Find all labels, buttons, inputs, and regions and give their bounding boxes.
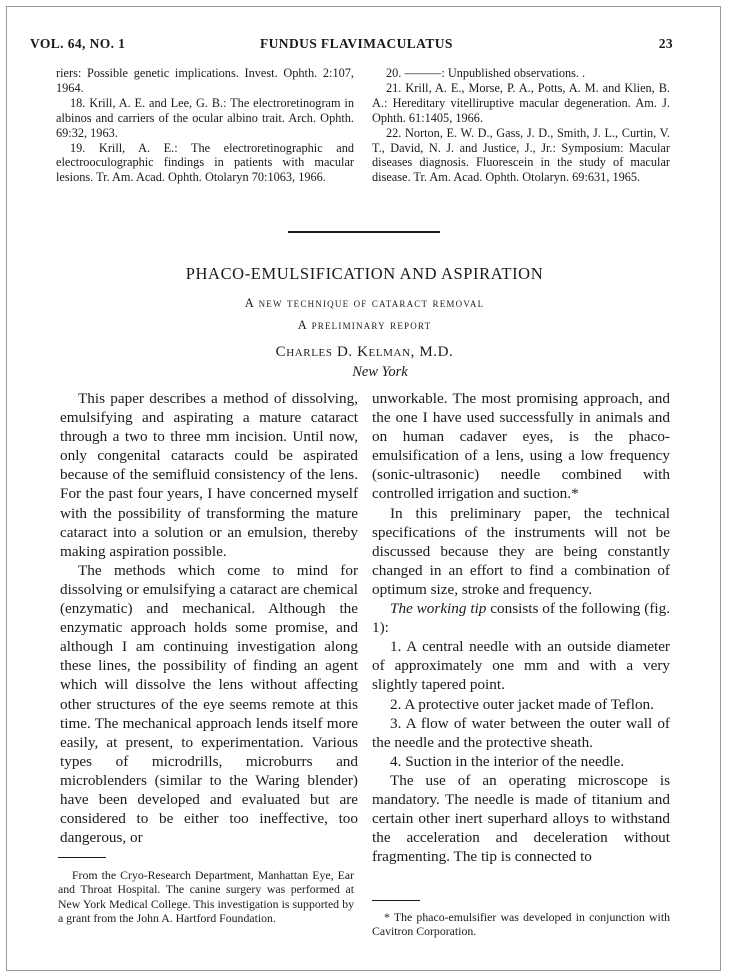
- author-location: New York: [352, 364, 408, 380]
- reference-item: 20. ———: Unpublished observations. .: [386, 66, 586, 80]
- author-name: Charles D. Kelman, M.D.: [275, 344, 454, 360]
- page-number: 23: [658, 36, 673, 51]
- working-tip-label: The working tip: [390, 600, 487, 618]
- body-paragraph: The methods which come to mind for dissolving or emulsifying a cataract are chemical (enzymatic) and mechanical. Although the enzymatic approach holds some promise, and although I am continuing investigation along these lines, the possibility of finding an agent which will dissolve the lens without affecting other structures of the eye seems remote at this time. The mechanical approach lends itself more easily, at present, to experimentation. Various types of microdrills, microburrs and microblenders (similar to the Waring blender) have been developed and evaluated but are considered to be either too ineffective, too dangerous, or: [60, 561, 358, 847]
- volume-issue: VOL. 64, NO. 1: [30, 36, 126, 51]
- affiliation-footnote: From the Cryo-Research Department, Manhattan Eye, Ear and Throat Hospital. The canine surgery was performed at New York Medical College. This investigation is supported by a grant from the John A. Hartford Foundation.: [58, 868, 354, 925]
- reference-item: 19. Krill, A. E.: The electroretinographic and electrooculographic findings in patients with macular lesions. Tr. Am. Acad. Ophth. Otolaryn 70:1063, 1966.: [56, 140, 354, 185]
- references-right-column: [372, 66, 670, 185]
- reference-item: 22. Norton, E. W. D., Gass, J. D., Smith, J. L., Curtin, V. T., David, N. J. and Justice, J., Jr.: Symposium: Macular diseases diagnosis. Fluorescein in the study of macular disease. Tr. Am. Acad. Ophth. Otolaryn. 69:631, 1965.: [372, 125, 670, 185]
- list-item: 1. A central needle with an outside diameter of approximately one mm and with a very slightly tapered point.: [372, 638, 670, 694]
- article-subtitle: A new technique of cataract removal: [244, 296, 485, 310]
- running-title: FUNDUS FLAVIMACULATUS: [260, 36, 453, 51]
- body-left-column: [60, 389, 358, 847]
- body-paragraph: In this preliminary paper, the technical specifications of the instruments will not be discussed because they are being constantly changed in an effort to find a combination of optimum size, stroke and frequency.: [372, 504, 670, 598]
- working-tip-text: consists of the following (fig. 1):: [372, 600, 670, 637]
- body-paragraph: This paper describes a method of dissolving, emulsifying and aspirating a mature cataract through a two to three mm incision. Until now, only congenital cataracts could be aspirated because of the semifluid consistency of the lens. For the past four years, I have concerned myself with the possibility of transforming the mature cataract into a solution or an emulsion, thereby making aspiration possible.: [60, 390, 358, 560]
- list-item: 2. A protective outer jacket made of Teflon.: [390, 695, 654, 713]
- asterisk-footnote: * The phaco-emulsifier was developed in conjunction with Cavitron Corporation.: [372, 910, 670, 939]
- body-right-column: [372, 389, 670, 866]
- reference-item: 18. Krill, A. E. and Lee, G. B.: The electroretinogram in albinos and carriers of the ocular albino trait. Arch. Ophth. 69:32, 1963.: [56, 95, 354, 140]
- reference-item: 21. Krill, A. E., Morse, P. A., Potts, A. M. and Klien, B. A.: Hereditary vitelliruptive macular degeneration. Am. J. Ophth. 61:1405, 1966.: [372, 80, 670, 125]
- list-item: 4. Suction in the interior of the needle.: [390, 752, 625, 770]
- reference-item: riers: Possible genetic implications. Invest. Ophth. 2:107, 1964.: [56, 66, 354, 95]
- section-divider: [288, 231, 440, 233]
- footnote-rule: [372, 900, 420, 901]
- body-paragraph: The use of an operating microscope is mandatory. The needle is made of titanium and certain other inert superhard alloys to withstand the acceleration and deceleration without fragmenting. The tip is connected to: [372, 771, 670, 866]
- article-title: PHACO-EMULSIFICATION AND ASPIRATION: [185, 264, 544, 283]
- body-paragraph: unworkable. The most promising approach, and the one I have used successfully in animals and on human cadaver eyes, is the phaco-emulsification of a lens, using a low frequency (sonic-ultrasonic) needle combined with controlled irrigation and suction.*: [372, 390, 670, 503]
- article-subtitle-secondary: A preliminary report: [297, 318, 432, 332]
- references-left-column: [56, 66, 354, 185]
- footnote-rule: [58, 857, 106, 858]
- list-item: 3. A flow of water between the outer wall of the needle and the protective sheath.: [372, 714, 670, 751]
- working-tip-paragraph: [372, 599, 670, 637]
